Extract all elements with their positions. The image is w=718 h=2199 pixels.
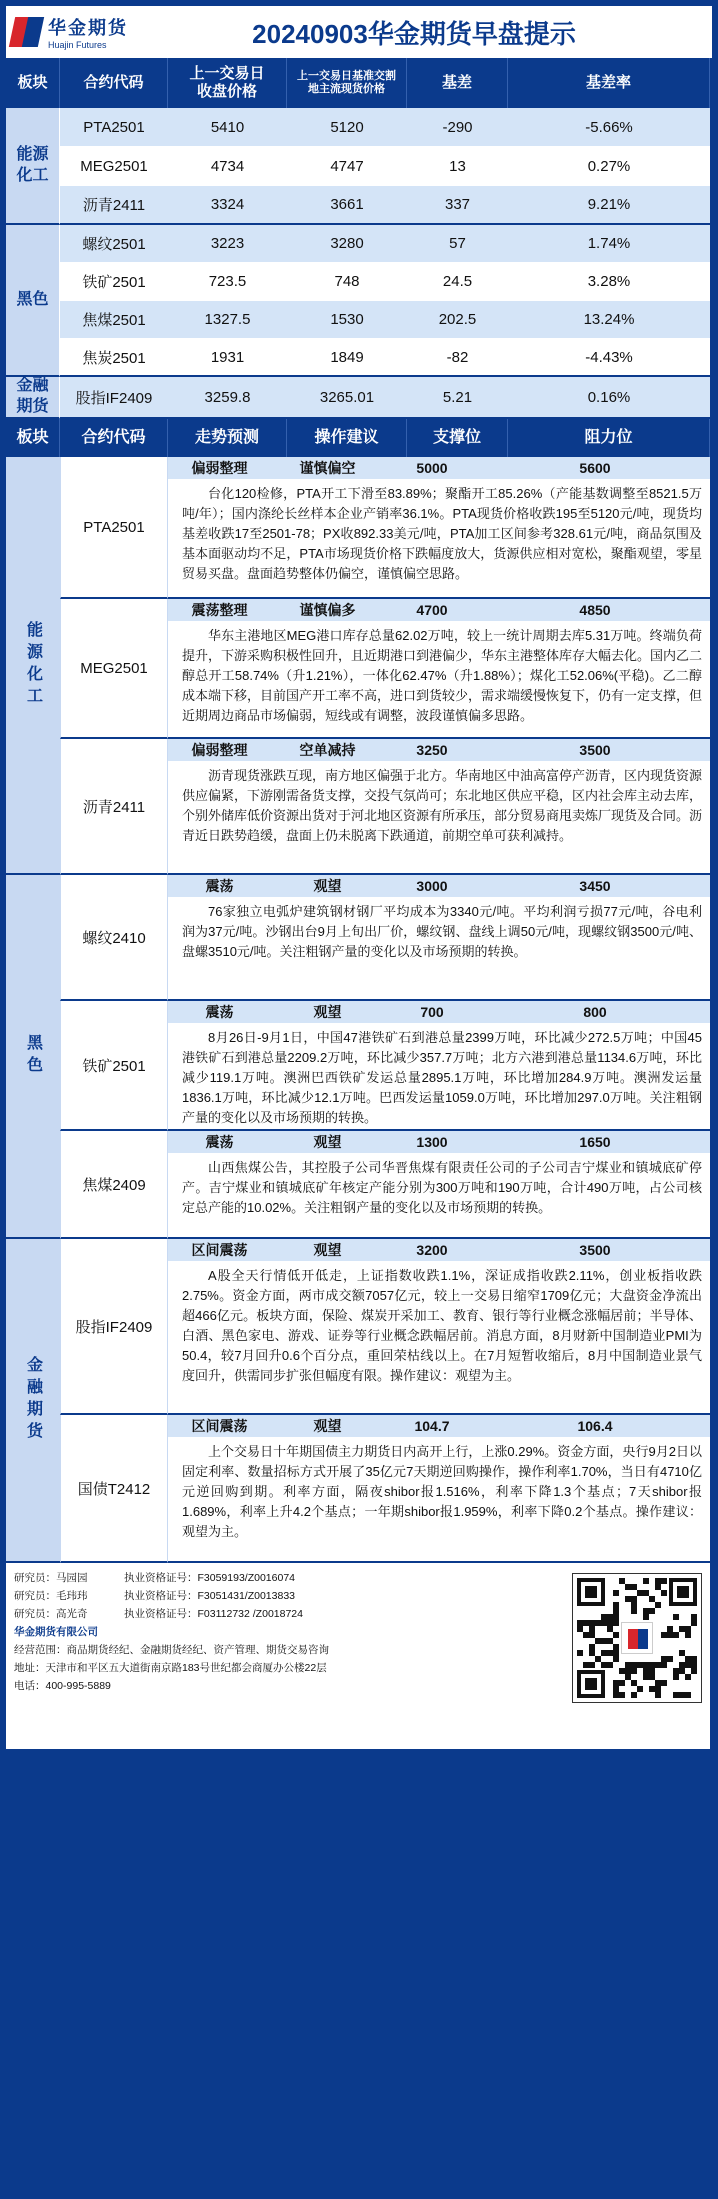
strategy-values (168, 1131, 710, 1153)
table1-header: 板块 (6, 58, 60, 108)
strategy-table (6, 419, 712, 1563)
strategy-block (168, 739, 710, 875)
table1-cell-code: 沥青2411 (60, 186, 168, 225)
contract-code: 沥青2411 (60, 739, 168, 875)
table1-cell-basis: 13 (407, 147, 508, 186)
table1-cell-close: 1931 (168, 339, 287, 377)
table1-cell-basis: -290 (407, 108, 508, 147)
researcher-cert: 执业资格证号：F3059193/Z0016074 (124, 1572, 295, 1584)
strategy-block (168, 599, 710, 739)
table1-cell-code: 铁矿2501 (60, 263, 168, 301)
table2-section (6, 457, 710, 875)
table1-cell-rate: 0.27% (508, 147, 710, 186)
basis-table (6, 58, 710, 419)
strategy-trend: 区间震荡 (191, 1418, 248, 1434)
table1-cell-close: 3259.8 (168, 377, 287, 419)
table1-cell-basis: 337 (407, 186, 508, 225)
contract-code: 螺纹2410 (60, 875, 168, 1001)
table1-cell-rate: 13.24% (508, 301, 710, 339)
strategy-block (168, 1131, 710, 1239)
table1-cell-spot: 748 (287, 263, 407, 301)
strategy-values (168, 875, 710, 897)
table1-cell-code: 股指IF2409 (60, 377, 168, 419)
strategy-block (168, 457, 710, 599)
strategy-resist: 3500 (579, 1242, 611, 1258)
researcher-name: 研究员：高光奇 (14, 1608, 88, 1620)
researcher-row (14, 1569, 572, 1587)
strategy-commentary: 上个交易日十年期国债主力期货日内高开上行，上涨0.29%。资金方面，央行9月2日以固定利率、数量招标方式开展了35亿元7天期逆回购操作，操作利率1.70%，当日有4710亿元逆回购到期。利率方面，隔夜shibor报1.516%，利率下降1.3个基点；7天shibor报1.689%，利率上升4.2个基点；一年期shibor报1.959%，利率下降0.2个基点。操作建议：观望为主。 (182, 1444, 702, 1539)
researcher-name: 研究员：毛玮玮 (14, 1590, 88, 1602)
strategy-advice: 空单减持 (299, 742, 356, 758)
researcher-cert: 执业资格证号：F03112732 /Z0018724 (124, 1608, 303, 1620)
page-title: 20240903华金期货早盘提示 (252, 18, 576, 49)
logo-name: 华金期货 (48, 18, 128, 38)
strategy-block (168, 1239, 710, 1415)
table1-category: 黑色 (6, 225, 60, 377)
strategy-trend: 偏弱整理 (191, 742, 248, 758)
table2-header: 阻力位 (508, 419, 710, 457)
logo-name-en: Huajin Futures (48, 40, 107, 50)
strategy-resist: 3500 (579, 742, 611, 758)
contract-code: 铁矿2501 (60, 1001, 168, 1131)
table1-cell-close: 4734 (168, 147, 287, 186)
strategy-commentary: 台化120检修，PTA开工下滑至83.89%；聚酯开工85.26%（产能基数调整至8521.5万吨/年）；国内涤纶长丝样本企业产销率36.1%。PTA现货价格收跌195至5120元/吨，现货均基差收跌17至2501-78；PX收892.33美元/吨，PTA加工区间参考328.61元/吨，商品氛围及基本面驱动均不足，PTA市场现货价格下跌幅度放大，货源供应相对宽松，聚酯观望，零星贸易买盘。盘面趋势整体仍偏空，谨慎偏空思路。 (182, 486, 702, 581)
table1-cell-basis: 202.5 (407, 301, 508, 339)
strategy-support: 3000 (416, 878, 448, 894)
table2-header-row (6, 419, 710, 457)
table1-cell-spot: 4747 (287, 147, 407, 186)
table1-category: 金融期货 (6, 377, 60, 419)
strategy-trend: 偏弱整理 (191, 460, 248, 476)
table1-header: 上一交易日收盘价格 (168, 58, 287, 108)
strategy-advice: 观望 (313, 1242, 342, 1258)
table1-header: 上一交易日基准交割地主流现货价格 (287, 58, 407, 108)
table1-cell-code: MEG2501 (60, 147, 168, 186)
table1-cell-rate: -4.43% (508, 339, 710, 377)
table1-cell-spot: 3265.01 (287, 377, 407, 419)
strategy-trend: 震荡 (205, 1134, 234, 1150)
table1-cell-rate: 3.28% (508, 263, 710, 301)
table1-cell-basis: -82 (407, 339, 508, 377)
strategy-values (168, 457, 710, 479)
strategy-advice: 观望 (313, 1004, 342, 1020)
strategy-resist: 106.4 (577, 1418, 613, 1434)
table1-header: 基差率 (508, 58, 710, 108)
table1-cell-basis: 5.21 (407, 377, 508, 419)
table1-cell-rate: -5.66% (508, 108, 710, 147)
strategy-resist: 5600 (579, 460, 611, 476)
table1-header: 基差 (407, 58, 508, 108)
contract-code: PTA2501 (60, 457, 168, 599)
strategy-advice: 谨慎偏空 (299, 460, 356, 476)
strategy-support: 104.7 (414, 1418, 450, 1434)
header (6, 6, 712, 58)
strategy-values (168, 739, 710, 761)
table1-cell-close: 5410 (168, 108, 287, 147)
strategy-support: 4700 (416, 602, 448, 618)
strategy-advice: 谨慎偏多 (299, 602, 356, 618)
strategy-block (168, 1415, 710, 1563)
company-name: 华金期货有限公司 (14, 1626, 98, 1638)
table1-cell-spot: 1849 (287, 339, 407, 377)
table1-cell-close: 3223 (168, 225, 287, 263)
strategy-trend: 震荡 (205, 878, 234, 894)
logo-icon (12, 17, 42, 47)
strategy-advice: 观望 (313, 1134, 342, 1150)
contract-code: 国债T2412 (60, 1415, 168, 1563)
table2-header: 支撑位 (407, 419, 508, 457)
table1-cell-close: 3324 (168, 186, 287, 225)
strategy-block (168, 875, 710, 1001)
researcher-name: 研究员：马园园 (14, 1572, 88, 1584)
table1-cell-spot: 1530 (287, 301, 407, 339)
strategy-resist: 1650 (579, 1134, 611, 1150)
strategy-commentary: A股全天行情低开低走，上证指数收跌1.1%，深证成指收跌2.11%，创业板指收跌2.75%。资金方面，两市成交额7057亿元，较上一交易日缩窄1709亿元；大盘资金净流出超466亿元。板块方面，保险、煤炭开采加工、教育、银行等行业概念涨幅居前；半导体、白酒、黑色家电、游戏、证券等行业概念跌幅居前。消息方面，8月财新中国制造业PMI为50.4，较7月回升0.6个百分点，重回荣枯线以上。在7月短暂收缩后，8月中国制造业景气度回升，供需同步扩张但幅度有限。操作建议：观望为主。 (182, 1268, 702, 1383)
strategy-trend: 震荡整理 (191, 602, 248, 618)
strategy-trend: 震荡 (205, 1004, 234, 1020)
business-scope: 经营范围：商品期货经纪、金融期货经纪、资产管理、期货交易咨询 (14, 1644, 329, 1656)
qr-code-icon (572, 1573, 702, 1703)
table1-cell-basis: 24.5 (407, 263, 508, 301)
strategy-support: 5000 (416, 460, 448, 476)
company-address: 地址：天津市和平区五大道街南京路183号世纪都会商厦办公楼22层 (14, 1662, 327, 1674)
table1-category: 能源化工 (6, 108, 60, 225)
table2-section (6, 1239, 710, 1563)
strategy-commentary: 山西焦煤公告，其控股子公司华晋焦煤有限责任公司的子公司吉宁煤业和镇城底矿停产。吉宁煤业和镇城底矿年核定产能分别为300万吨和190万吨，合计490万吨，占公司核定总产能的10.02%。关注粗钢产量的变化以及市场预期的转换。 (182, 1160, 702, 1215)
strategy-support: 1300 (416, 1134, 448, 1150)
strategy-resist: 3450 (579, 878, 611, 894)
table1-cell-close: 723.5 (168, 263, 287, 301)
strategy-support: 3200 (416, 1242, 448, 1258)
strategy-support: 3250 (416, 742, 448, 758)
strategy-values (168, 1415, 710, 1437)
logo (6, 6, 176, 58)
table1-cell-spot: 5120 (287, 108, 407, 147)
strategy-commentary: 8月26日-9月1日，中国47港铁矿石到港总量2399万吨，环比减少272.5万吨；中国45港铁矿石到港总量2209.2万吨，环比减少357.7万吨；北方六港到港总量1134.6万吨，环比减少119.1万吨。澳洲巴西铁矿发运总量2895.1万吨，环比增加284.9万吨。澳洲发运量1836.1万吨，环比减少12.1万吨。巴西发运量1059.0万吨，环比增加297.0万吨。关注粗钢产量的变化以及市场预期的转换。 (182, 1030, 702, 1125)
table1-cell-code: 螺纹2501 (60, 225, 168, 263)
strategy-commentary: 沥青现货涨跌互现，南方地区偏强于北方。华南地区中油高富停产沥青，区内现货资源供应偏紧，下游刚需备货支撑，交投气氛尚可；东北地区供应平稳，区内社会库主动去库，个别外储库低价资源出货对于河北地区资源有所承压，部分贸易商甩卖炼厂现货及合同。沥青近日跌势趋缓，盘面上仍未脱离下跌通道，前期空单可获利减持。 (182, 768, 703, 843)
table1-cell-rate: 9.21% (508, 186, 710, 225)
contract-code: 股指IF2409 (60, 1239, 168, 1415)
researcher-row (14, 1587, 572, 1605)
table1-cell-code: 焦炭2501 (60, 339, 168, 377)
strategy-advice: 观望 (313, 878, 342, 894)
table1-cell-spot: 3280 (287, 225, 407, 263)
table2-section (6, 875, 710, 1239)
table2-category: 能源化工 (6, 457, 60, 875)
strategy-commentary: 华东主港地区MEG港口库存总量62.02万吨，较上一统计周期去库5.31万吨。终端负荷提升，下游采购积极性回升，且近期港口到港偏少，华东主港整体库存大幅去化。国内乙二醇总开工58.74%（升1.21%），一体化62.47%（升1.88%）；煤化工52.06%(平稳)。乙二醇成本端下移，目前国产开工率不高，进口到货较少，需求端缓慢恢复下，仍有一定支撑，但近期周边商品市场偏弱，短线或有调整，波段谨慎偏多思路。 (182, 628, 703, 723)
table1-cell-close: 1327.5 (168, 301, 287, 339)
strategy-resist: 4850 (579, 602, 611, 618)
strategy-values (168, 599, 710, 621)
table2-header: 操作建议 (287, 419, 407, 457)
researcher-list (14, 1569, 572, 1623)
researcher-cert: 执业资格证号：F3051431/Z0013833 (124, 1590, 295, 1602)
table1-cell-basis: 57 (407, 225, 508, 263)
strategy-support: 700 (420, 1004, 444, 1020)
table1-cell-rate: 0.16% (508, 377, 710, 419)
strategy-values (168, 1239, 710, 1261)
company-phone: 电话：400-995-5889 (14, 1680, 111, 1692)
table1-cell-spot: 3661 (287, 186, 407, 225)
table2-header: 板块 (6, 419, 60, 457)
table1-header: 合约代码 (60, 58, 168, 108)
table2-header: 走势预测 (168, 419, 287, 457)
contract-code: 焦煤2409 (60, 1131, 168, 1239)
table1-cell-code: PTA2501 (60, 108, 168, 147)
footer (6, 1563, 710, 1749)
table1-cell-code: 焦煤2501 (60, 301, 168, 339)
table1-cell-rate: 1.74% (508, 225, 710, 263)
strategy-block (168, 1001, 710, 1131)
strategy-commentary: 76家独立电弧炉建筑钢材钢厂平均成本为3340元/吨。平均利润亏损77元/吨，谷电利润为37元/吨。沙钢出台9月上旬出厂价，螺纹钢、盘线上调50元/吨，现螺纹钢3500元/吨、盘螺3510元/吨。关注粗钢产量的变化以及市场预期的转换。 (182, 904, 702, 959)
table2-category: 金融期货 (6, 1239, 60, 1563)
strategy-advice: 观望 (313, 1418, 342, 1434)
table2-category: 黑色 (6, 875, 60, 1239)
table2-header: 合约代码 (60, 419, 168, 457)
strategy-resist: 800 (583, 1004, 607, 1020)
contract-code: MEG2501 (60, 599, 168, 739)
researcher-row (14, 1605, 572, 1623)
strategy-trend: 区间震荡 (191, 1242, 248, 1258)
strategy-values (168, 1001, 710, 1023)
